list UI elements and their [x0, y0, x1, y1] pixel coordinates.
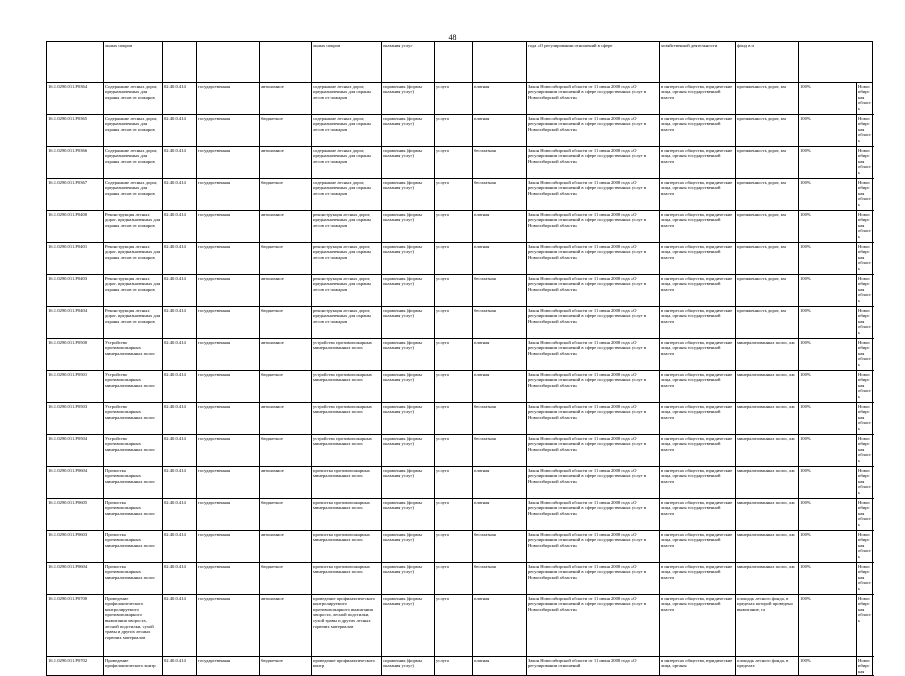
table-cell-consumer-category: в интересах общества, юридические лица, органы государственной власти: [660, 563, 736, 595]
table-cell-region-name: Новосибирская область: [857, 275, 873, 307]
table-cell-registry-code: 16.1.0290.011.P0605: [47, 499, 104, 531]
table-cell-consumer-category: в интересах общества, юридические лица, органы государственной власти: [660, 371, 736, 403]
table-cell-content-description: реконструкция лесных дорог, предназначенных для охраны лесов от пожаров: [312, 275, 382, 307]
table-row: [47, 499, 873, 531]
table-cell-payment-type: платная: [473, 499, 527, 531]
table-cell-okved-code: 02.40.0.414: [163, 467, 197, 499]
table-cell-service-type: государственная: [197, 531, 260, 563]
table-cell-quality-indicator: 100%: [799, 115, 857, 147]
table-cell-service-category: услуга: [435, 467, 473, 499]
table-cell-payment-type: платная: [473, 115, 527, 147]
table-cell-institution-type: автономное: [260, 403, 312, 435]
table-cell-legal-basis: Закон Новосибирской области от 11 июня 2008 года «О регулировании отношений в сфере государственных услуг в Новосибирской области»: [527, 563, 660, 595]
table-cell-service-category: услуга: [435, 499, 473, 531]
table-cell-form-reference: справочник (формы оказания услуг): [382, 179, 435, 211]
table-cell-service-name: Реконструкция лесных дорог, предназначенных для охраны лесов от пожаров: [104, 211, 163, 243]
table-cell-okved-code: 02.40.0.414: [163, 371, 197, 403]
table-cell-content-description: прочистка противопожарных минерализованных полос: [312, 499, 382, 531]
table-cell-institution-type: бюджетное: [260, 563, 312, 595]
table-cell-institution-type: автономное: [260, 595, 312, 657]
table-cell-volume-indicator: минерализованных полос, км: [736, 435, 799, 467]
table-cell-registry-code: 16.1.0290.011.P0603: [47, 531, 104, 563]
table-cell-registry-code: 16.1.0290.011.P0404: [47, 307, 104, 339]
table-cell-region-name: Новосибирская область: [857, 307, 873, 339]
table-row-continued: [47, 42, 873, 83]
table-cell-quality-indicator: 100%: [799, 243, 857, 275]
table-cell-payment-type: бесплатная: [473, 403, 527, 435]
table-cell-consumer-category: в интересах общества, юридические лица, органы государственной власти: [660, 275, 736, 307]
table-cell-institution-type: бюджетное: [260, 243, 312, 275]
table-row: [47, 115, 873, 147]
table-row: [47, 179, 873, 211]
table-cell-legal-basis: Закон Новосибирской области от 11 июня 2008 года «О регулировании отношений в сфере государственных услуг в Новосибирской области»: [527, 307, 660, 339]
table-cell-registry-code: 16.1.0290.011.P0401: [47, 243, 104, 275]
table-cell-service-name: Прочистка противопожарных минерализованных полос: [104, 531, 163, 563]
table-cell-quality-indicator: 100%: [799, 307, 857, 339]
table-cell-registry-code: 16.1.0290.011.P0604: [47, 563, 104, 595]
table-cell-consumer-category: в интересах общества, юридические лица, органы государственной власти: [660, 499, 736, 531]
table-cell-content-description: содержание лесных дорог, предназначенных для охраны лесов от пожаров: [312, 147, 382, 179]
table-cell-form-reference: справочник (формы оказания услуг): [382, 211, 435, 243]
table-cell-service-type: государственная: [197, 211, 260, 243]
table-cell-quality-indicator: 100%: [799, 275, 857, 307]
table-cell-content-description: прочистка противопожарных минерализованных полос: [312, 563, 382, 595]
table-cell-region-name: Новосибирская область: [857, 211, 873, 243]
table-cell-legal-basis: года «О регулировании отношений в сфере: [527, 42, 660, 83]
table-row: [47, 403, 873, 435]
table-cell-service-name: Прочистка противопожарных минерализованных полос: [104, 563, 163, 595]
table-cell-form-reference: справочник (формы оказания услуг): [382, 275, 435, 307]
table-cell-payment-type: бесплатная: [473, 179, 527, 211]
table-cell-institution-type: бюджетное: [260, 657, 312, 676]
table-cell-content-description: устройство противопожарных минерализованных полос: [312, 403, 382, 435]
table-cell-registry-code: 16.1.0290.011.P0504: [47, 435, 104, 467]
table-cell-quality-indicator: 100%: [799, 435, 857, 467]
table-cell-quality-indicator: [799, 42, 873, 83]
table-cell-content-description: содержание лесных дорог, предназначенных для охраны лесов от пожаров: [312, 179, 382, 211]
table-cell-region-name: Новосибирская область: [857, 435, 873, 467]
table-cell-legal-basis: Закон Новосибирской области от 11 июня 2008 года «О регулировании отношений в сфере государственных услуг в Новосибирской области»: [527, 371, 660, 403]
table-cell-service-name: Реконструкция лесных дорог, предназначенных для охраны лесов от пожаров: [104, 307, 163, 339]
table-cell-registry-code: [47, 42, 104, 83]
table-cell-service-name: Устройство противопожарных минерализованных полос: [104, 371, 163, 403]
table-cell-legal-basis: Закон Новосибирской области от 11 июня 2008 года «О регулировании отношений в сфере государственных услуг в Новосибирской области»: [527, 403, 660, 435]
table-cell-form-reference: справочник (формы оказания услуг): [382, 595, 435, 657]
table-cell-consumer-category: в интересах общества, юридические лица, органы государственной власти: [660, 147, 736, 179]
table-cell-volume-indicator: протяженность дорог, км: [736, 243, 799, 275]
table-row: [47, 371, 873, 403]
table-cell-service-category: услуга: [435, 563, 473, 595]
table-cell-registry-code: 16.1.0290.011.P0503: [47, 403, 104, 435]
table-cell-okved-code: 02.40.0.414: [163, 307, 197, 339]
table-cell-volume-indicator: минерализованных полос, км: [736, 371, 799, 403]
table-cell-quality-indicator: 100%: [799, 657, 857, 676]
table-cell-institution-type: бюджетное: [260, 371, 312, 403]
table-cell-okved-code: 02.40.0.414: [163, 275, 197, 307]
table-cell-volume-indicator: минерализованных полос, км: [736, 467, 799, 499]
table-cell-quality-indicator: 100%: [799, 83, 857, 115]
table-cell-service-name: Прочистка противопожарных минерализованных полос: [104, 467, 163, 499]
table-cell-institution-type: [260, 42, 312, 83]
table-cell-legal-basis: Закон Новосибирской области от 11 июня 2008 года «О регулировании отношений в сфере государственных услуг в Новосибирской области»: [527, 435, 660, 467]
table-row: [47, 531, 873, 563]
table-cell-region-name: Новосибирская область: [857, 147, 873, 179]
table-cell-legal-basis: Закон Новосибирской области от 11 июня 2008 года «О регулировании отношений в сфере государственных услуг в Новосибирской области»: [527, 595, 660, 657]
table-cell-legal-basis: Закон Новосибирской области от 11 июня 2008 года «О регулировании отношений в сфере государственных услуг в Новосибирской области»: [527, 499, 660, 531]
table-cell-institution-type: бюджетное: [260, 115, 312, 147]
table-cell-form-reference: справочник (формы оказания услуг): [382, 307, 435, 339]
table-cell-registry-code: 16.1.0290.011.P0501: [47, 371, 104, 403]
table-cell-quality-indicator: 100%: [799, 147, 857, 179]
table-cell-payment-type: платная: [473, 595, 527, 657]
table-cell-volume-indicator: протяженность дорог, км: [736, 211, 799, 243]
table-cell-service-name: Содержание лесных дорог, предназначенных для охраны лесов от пожаров: [104, 147, 163, 179]
table-cell-registry-code: 16.1.0290.011.P0365: [47, 115, 104, 147]
table-cell-payment-type: бесплатная: [473, 563, 527, 595]
table-cell-payment-type: бесплатная: [473, 307, 527, 339]
table-cell-consumer-category: в интересах общества, юридические лица, органы государственной власти: [660, 531, 736, 563]
table-cell-legal-basis: Закон Новосибирской области от 11 июня 2008 года «О регулировании отношений в сфере государственных услуг в Новосибирской области»: [527, 467, 660, 499]
table-cell-service-type: государственная: [197, 147, 260, 179]
table-cell-form-reference: справочник (формы оказания услуг): [382, 115, 435, 147]
table-row: [47, 563, 873, 595]
table-cell-institution-type: автономное: [260, 339, 312, 371]
table-cell-form-reference: справочник (формы оказания услуг): [382, 339, 435, 371]
table-cell-volume-indicator: протяженность дорог, км: [736, 275, 799, 307]
table-cell-volume-indicator: протяженность дорог, км: [736, 115, 799, 147]
table-cell-region-name: Новосибирская область: [857, 179, 873, 211]
table-cell-registry-code: 16.1.0290.011.P0500: [47, 339, 104, 371]
table-cell-region-name: Новосибирская область: [857, 531, 873, 563]
table-cell-institution-type: автономное: [260, 467, 312, 499]
table-cell-form-reference: справочник (формы оказания услуг): [382, 403, 435, 435]
table-cell-service-name: Устройство противопожарных минерализованных полос: [104, 339, 163, 371]
table-cell-content-description: проведение профилактического контролируемого противопожарного выжигания хвороста, лесной подстилки, сухой травы и других лесных горючих материалов: [312, 595, 382, 657]
table-cell-service-type: государственная: [197, 657, 260, 676]
table-cell-institution-type: автономное: [260, 211, 312, 243]
table-cell-region-name: Новосибирская область: [857, 243, 873, 275]
table-cell-service-category: услуга: [435, 83, 473, 115]
table-cell-service-name: Проведение профилактического контролируемого противопожарного выжигания хвороста, лесной подстилки, сухой травы и других лесных горючих материалов: [104, 595, 163, 657]
table-cell-payment-type: [473, 42, 527, 83]
table-cell-service-type: государственная: [197, 243, 260, 275]
table-cell-service-category: [435, 42, 473, 83]
table-cell-content-description: прочистка противопожарных минерализованных полос: [312, 467, 382, 499]
table-cell-quality-indicator: 100%: [799, 499, 857, 531]
table-cell-quality-indicator: 100%: [799, 339, 857, 371]
table-cell-registry-code: 16.1.0290.011.P0700: [47, 595, 104, 657]
table-cell-form-reference: справочник (формы оказания услуг): [382, 499, 435, 531]
table-cell-service-name: Содержание лесных дорог, предназначенных для охраны лесов от пожаров: [104, 115, 163, 147]
table-cell-consumer-category: в интересах общества, юридические лица, органы государственной власти: [660, 403, 736, 435]
table-cell-consumer-category: в интересах общества, юридические лица, органы государственной власти: [660, 115, 736, 147]
table-cell-okved-code: 02.40.0.414: [163, 243, 197, 275]
table-cell-service-type: государственная: [197, 595, 260, 657]
table-cell-okved-code: 02.40.0.414: [163, 499, 197, 531]
table-cell-registry-code: 16.1.0290.011.P0604: [47, 467, 104, 499]
table-row: [47, 435, 873, 467]
table-cell-okved-code: 02.40.0.414: [163, 115, 197, 147]
table-cell-service-category: услуга: [435, 531, 473, 563]
table-cell-volume-indicator: минерализованных полос, км: [736, 403, 799, 435]
table-cell-content-description: содержание лесных дорог, предназначенных для охраны лесов от пожаров: [312, 83, 382, 115]
table-cell-service-type: [197, 42, 260, 83]
table-cell-quality-indicator: 100%: [799, 595, 857, 657]
table-cell-volume-indicator: протяженность дорог, км: [736, 83, 799, 115]
table-cell-form-reference: справочник (формы оказания услуг): [382, 531, 435, 563]
table-cell-service-type: государственная: [197, 435, 260, 467]
table-cell-form-reference: справочник (формы оказания услуг): [382, 371, 435, 403]
table-cell-region-name: Новосибирская область: [857, 563, 873, 595]
table-cell-legal-basis: Закон Новосибирской области от 11 июня 2008 года «О регулировании отношений в сфере государственных услуг в Новосибирской области»: [527, 275, 660, 307]
table-cell-consumer-category: хозяйственной деятельности: [660, 42, 736, 83]
table-cell-service-category: услуга: [435, 211, 473, 243]
table-cell-legal-basis: Закон Новосибирской области от 11 июня 2008 года «О регулировании отношений в сфере государственных услуг в Новосибирской области»: [527, 147, 660, 179]
table-cell-registry-code: 16.1.0290.011.P0403: [47, 275, 104, 307]
table-row: [47, 307, 873, 339]
table-cell-volume-indicator: минерализованных полос, км: [736, 563, 799, 595]
table-cell-service-type: государственная: [197, 179, 260, 211]
table-cell-service-category: услуга: [435, 115, 473, 147]
table-cell-quality-indicator: 100%: [799, 467, 857, 499]
table-cell-form-reference: справочник (формы оказания услуг): [382, 243, 435, 275]
table-cell-registry-code: 16.1.0290.011.P0366: [47, 147, 104, 179]
table-cell-service-name: Содержание лесных дорог, предназначенных для охраны лесов от пожаров: [104, 179, 163, 211]
table-cell-service-category: услуга: [435, 435, 473, 467]
table-cell-quality-indicator: 100%: [799, 211, 857, 243]
table-row: [47, 147, 873, 179]
table-cell-content-description: реконструкция лесных дорог, предназначенных для охраны лесов от пожаров: [312, 307, 382, 339]
table-row: [47, 467, 873, 499]
table-cell-volume-indicator: протяженность дорог, км: [736, 147, 799, 179]
table-cell-consumer-category: в интересах общества, юридические лица, органы государственной власти: [660, 595, 736, 657]
table-cell-okved-code: 02.40.0.414: [163, 83, 197, 115]
table-cell-institution-type: автономное: [260, 83, 312, 115]
table-cell-legal-basis: Закон Новосибирской области от 11 июня 2008 года «О регулировании отношений в сфере государственных услуг в Новосибирской области»: [527, 83, 660, 115]
table-cell-okved-code: 02.40.0.414: [163, 403, 197, 435]
table-cell-consumer-category: в интересах общества, юридические лица, органы государственной власти: [660, 435, 736, 467]
table-cell-volume-indicator: минерализованных полос, км: [736, 339, 799, 371]
table-cell-region-name: Новосибирская область: [857, 115, 873, 147]
table-cell-payment-type: бесплатная: [473, 435, 527, 467]
table-cell-service-name: Проведение профилактического контр: [104, 657, 163, 676]
table-cell-service-name: Устройство противопожарных минерализованных полос: [104, 435, 163, 467]
table-cell-institution-type: бюджетное: [260, 499, 312, 531]
table-cell-form-reference: справочник (формы оказания услуг): [382, 435, 435, 467]
table-cell-form-reference: оказания услуг: [382, 42, 435, 83]
table-cell-volume-indicator: протяженность дорог, км: [736, 307, 799, 339]
table-cell-region-name: Новосибирская область: [857, 371, 873, 403]
table-cell-service-type: государственная: [197, 115, 260, 147]
table-cell-region-name: Новосибирская область: [857, 499, 873, 531]
table-cell-quality-indicator: 100%: [799, 403, 857, 435]
table-cell-legal-basis: Закон Новосибирской области от 11 июня 2008 года «О регулировании отношений в сфере государственных услуг в Новосибирской области»: [527, 339, 660, 371]
table-cell-okved-code: 02.40.0.414: [163, 563, 197, 595]
table-cell-volume-indicator: площадь лесного фонда, в пределах: [736, 657, 799, 676]
table-cell-content-description: реконструкция лесных дорог, предназначенных для охраны лесов от пожаров: [312, 211, 382, 243]
table-row: [47, 83, 873, 115]
table-cell-volume-indicator: площадь лесного фонда, в пределах которой проведено выжигание, га: [736, 595, 799, 657]
table-cell-okved-code: 02.40.0.414: [163, 531, 197, 563]
table-cell-service-type: государственная: [197, 499, 260, 531]
table-cell-payment-type: платная: [473, 243, 527, 275]
table-cell-payment-type: платная: [473, 467, 527, 499]
table-cell-payment-type: платная: [473, 211, 527, 243]
table-cell-registry-code: 16.1.0290.011.P0400: [47, 211, 104, 243]
table-cell-service-name: Содержание лесных дорог, предназначенных для охраны лесов от пожаров: [104, 83, 163, 115]
table-cell-institution-type: автономное: [260, 531, 312, 563]
table-cell-consumer-category: в интересах общества, юридические лица, органы государственной власти: [660, 339, 736, 371]
table-cell-institution-type: автономное: [260, 275, 312, 307]
table-cell-payment-type: платная: [473, 339, 527, 371]
table-cell-service-category: услуга: [435, 147, 473, 179]
table-cell-institution-type: бюджетное: [260, 179, 312, 211]
table-cell-service-category: услуга: [435, 595, 473, 657]
table-cell-content-description: устройство противопожарных минерализованных полос: [312, 371, 382, 403]
table-cell-consumer-category: в интересах общества, юридические лица, органы государственной власти: [660, 307, 736, 339]
table-cell-legal-basis: Закон Новосибирской области от 11 июня 2008 года «О регулировании отношений в сфере государственных услуг в Новосибирской области»: [527, 531, 660, 563]
table-cell-okved-code: 02.40.0.414: [163, 179, 197, 211]
table-cell-service-type: государственная: [197, 403, 260, 435]
table-cell-service-type: государственная: [197, 339, 260, 371]
table-cell-consumer-category: в интересах общества, юридические лица, органы государственной власти: [660, 243, 736, 275]
table-cell-form-reference: справочник (формы оказания услуг): [382, 83, 435, 115]
services-table: [46, 41, 873, 676]
table-cell-payment-type: бесплатная: [473, 275, 527, 307]
page-number: 48: [448, 33, 457, 42]
table-cell-payment-type: платная: [473, 83, 527, 115]
table-row: [47, 211, 873, 243]
table-cell-form-reference: справочник (формы оказания услуг): [382, 467, 435, 499]
table-cell-service-category: услуга: [435, 657, 473, 676]
table-row: [47, 595, 873, 657]
table-cell-okved-code: 02.40.0.414: [163, 657, 197, 676]
table-cell-service-name: Прочистка противопожарных минерализованных полос: [104, 499, 163, 531]
table-cell-service-name: Устройство противопожарных минерализованных полос: [104, 403, 163, 435]
table-cell-consumer-category: в интересах общества, юридические лица, органы государственной власти: [660, 467, 736, 499]
table-cell-okved-code: 02.40.0.414: [163, 595, 197, 657]
table-cell-content-description: устройство противопожарных минерализованных полос: [312, 435, 382, 467]
table-cell-region-name: Новосибирская область: [857, 467, 873, 499]
table-cell-content-description: льных покров: [312, 42, 382, 83]
table-cell-volume-indicator: фонд в п: [736, 42, 799, 83]
table-cell-service-category: услуга: [435, 339, 473, 371]
table-row: [47, 275, 873, 307]
table-cell-content-description: содержание лесных дорог, предназначенных для охраны лесов от пожаров: [312, 115, 382, 147]
table-cell-service-category: услуга: [435, 275, 473, 307]
table-row: [47, 243, 873, 275]
table-cell-service-type: государственная: [197, 563, 260, 595]
table-cell-registry-code: 16.1.0290.011.P0364: [47, 83, 104, 115]
table-cell-payment-type: бесплатная: [473, 531, 527, 563]
table-cell-service-type: государственная: [197, 307, 260, 339]
table-cell-consumer-category: в интересах общества, юридические лица, органы государственной власти: [660, 211, 736, 243]
table-row: [47, 657, 873, 676]
table-cell-region-name: Новосибирская область: [857, 83, 873, 115]
table-cell-content-description: реконструкция лесных дорог, предназначенных для охраны лесов от пожаров: [312, 243, 382, 275]
table-cell-region-name: Новосибирская область: [857, 595, 873, 657]
table-cell-service-category: услуга: [435, 371, 473, 403]
table-cell-content-description: прочистка противопожарных минерализованных полос: [312, 531, 382, 563]
table-cell-institution-type: бюджетное: [260, 435, 312, 467]
table-cell-content-description: устройство противопожарных минерализованных полос: [312, 339, 382, 371]
table-cell-service-type: государственная: [197, 275, 260, 307]
table-cell-registry-code: 16.1.0290.011.P0702: [47, 657, 104, 676]
table-cell-volume-indicator: протяженность дорог, км: [736, 179, 799, 211]
table-cell-service-type: государственная: [197, 467, 260, 499]
table-cell-region-name: Новосибирская область: [857, 403, 873, 435]
table-cell-service-type: государственная: [197, 371, 260, 403]
table-cell-legal-basis: Закон Новосибирской области от 11 июня 2008 года «О регулировании отношений в сфере государственных услуг в Новосибирской области»: [527, 243, 660, 275]
table-cell-legal-basis: Закон Новосибирской области от 11 июня 2008 года «О регулировании отношений в сфере государственных услуг в Новосибирской области»: [527, 115, 660, 147]
table-cell-form-reference: справочник (формы оказания услуг): [382, 563, 435, 595]
table-cell-quality-indicator: 100%: [799, 531, 857, 563]
table-cell-volume-indicator: минерализованных полос, км: [736, 531, 799, 563]
table-cell-content-description: проведение профилактического контр: [312, 657, 382, 676]
table-cell-okved-code: [163, 42, 197, 83]
table-cell-service-category: услуга: [435, 243, 473, 275]
table-cell-service-type: государственная: [197, 83, 260, 115]
table-row: [47, 339, 873, 371]
table-cell-quality-indicator: 100%: [799, 371, 857, 403]
table-cell-institution-type: автономное: [260, 147, 312, 179]
table-cell-service-category: услуга: [435, 179, 473, 211]
table-cell-payment-type: платная: [473, 371, 527, 403]
table-body: [47, 42, 873, 676]
table-cell-legal-basis: Закон Новосибирской области от 11 июня 2008 года «О регулировании отношений в сфере государственных услуг в Новосибирской области»: [527, 211, 660, 243]
table-cell-legal-basis: Закон Новосибирской области от 11 июня 2008 года «О регулировании отношений: [527, 657, 660, 676]
table-cell-legal-basis: Закон Новосибирской области от 11 июня 2008 года «О регулировании отношений в сфере государственных услуг в Новосибирской области»: [527, 179, 660, 211]
table-cell-region-name: Новосибирская область: [857, 339, 873, 371]
table-cell-form-reference: справочник (формы оказания услуг): [382, 657, 435, 676]
table-cell-payment-type: бесплатная: [473, 147, 527, 179]
table-cell-service-category: услуга: [435, 403, 473, 435]
table-cell-volume-indicator: минерализованных полос, км: [736, 499, 799, 531]
table-cell-service-name: льных покров: [104, 42, 163, 83]
table-cell-okved-code: 02.40.0.414: [163, 211, 197, 243]
table-cell-registry-code: 16.1.0290.011.P0367: [47, 179, 104, 211]
table-cell-quality-indicator: 100%: [799, 563, 857, 595]
table-cell-okved-code: 02.40.0.414: [163, 147, 197, 179]
table-cell-consumer-category: в интересах общества, юридические лица, органы государственной власти: [660, 179, 736, 211]
table-cell-service-category: услуга: [435, 307, 473, 339]
table-cell-consumer-category: в интересах общества, юридические лица, органы: [660, 657, 736, 676]
table-cell-payment-type: платная: [473, 657, 527, 676]
table-cell-region-name: Новосибирская: [857, 657, 873, 676]
table-cell-form-reference: справочник (формы оказания услуг): [382, 147, 435, 179]
table-cell-consumer-category: в интересах общества, юридические лица, органы государственной власти: [660, 83, 736, 115]
table-cell-okved-code: 02.40.0.414: [163, 339, 197, 371]
table-cell-quality-indicator: 100%: [799, 179, 857, 211]
table-cell-service-name: Реконструкция лесных дорог, предназначенных для охраны лесов от пожаров: [104, 275, 163, 307]
table-cell-service-name: Реконструкция лесных дорог, предназначенных для охраны лесов от пожаров: [104, 243, 163, 275]
table-cell-institution-type: бюджетное: [260, 307, 312, 339]
table-cell-okved-code: 02.40.0.414: [163, 435, 197, 467]
